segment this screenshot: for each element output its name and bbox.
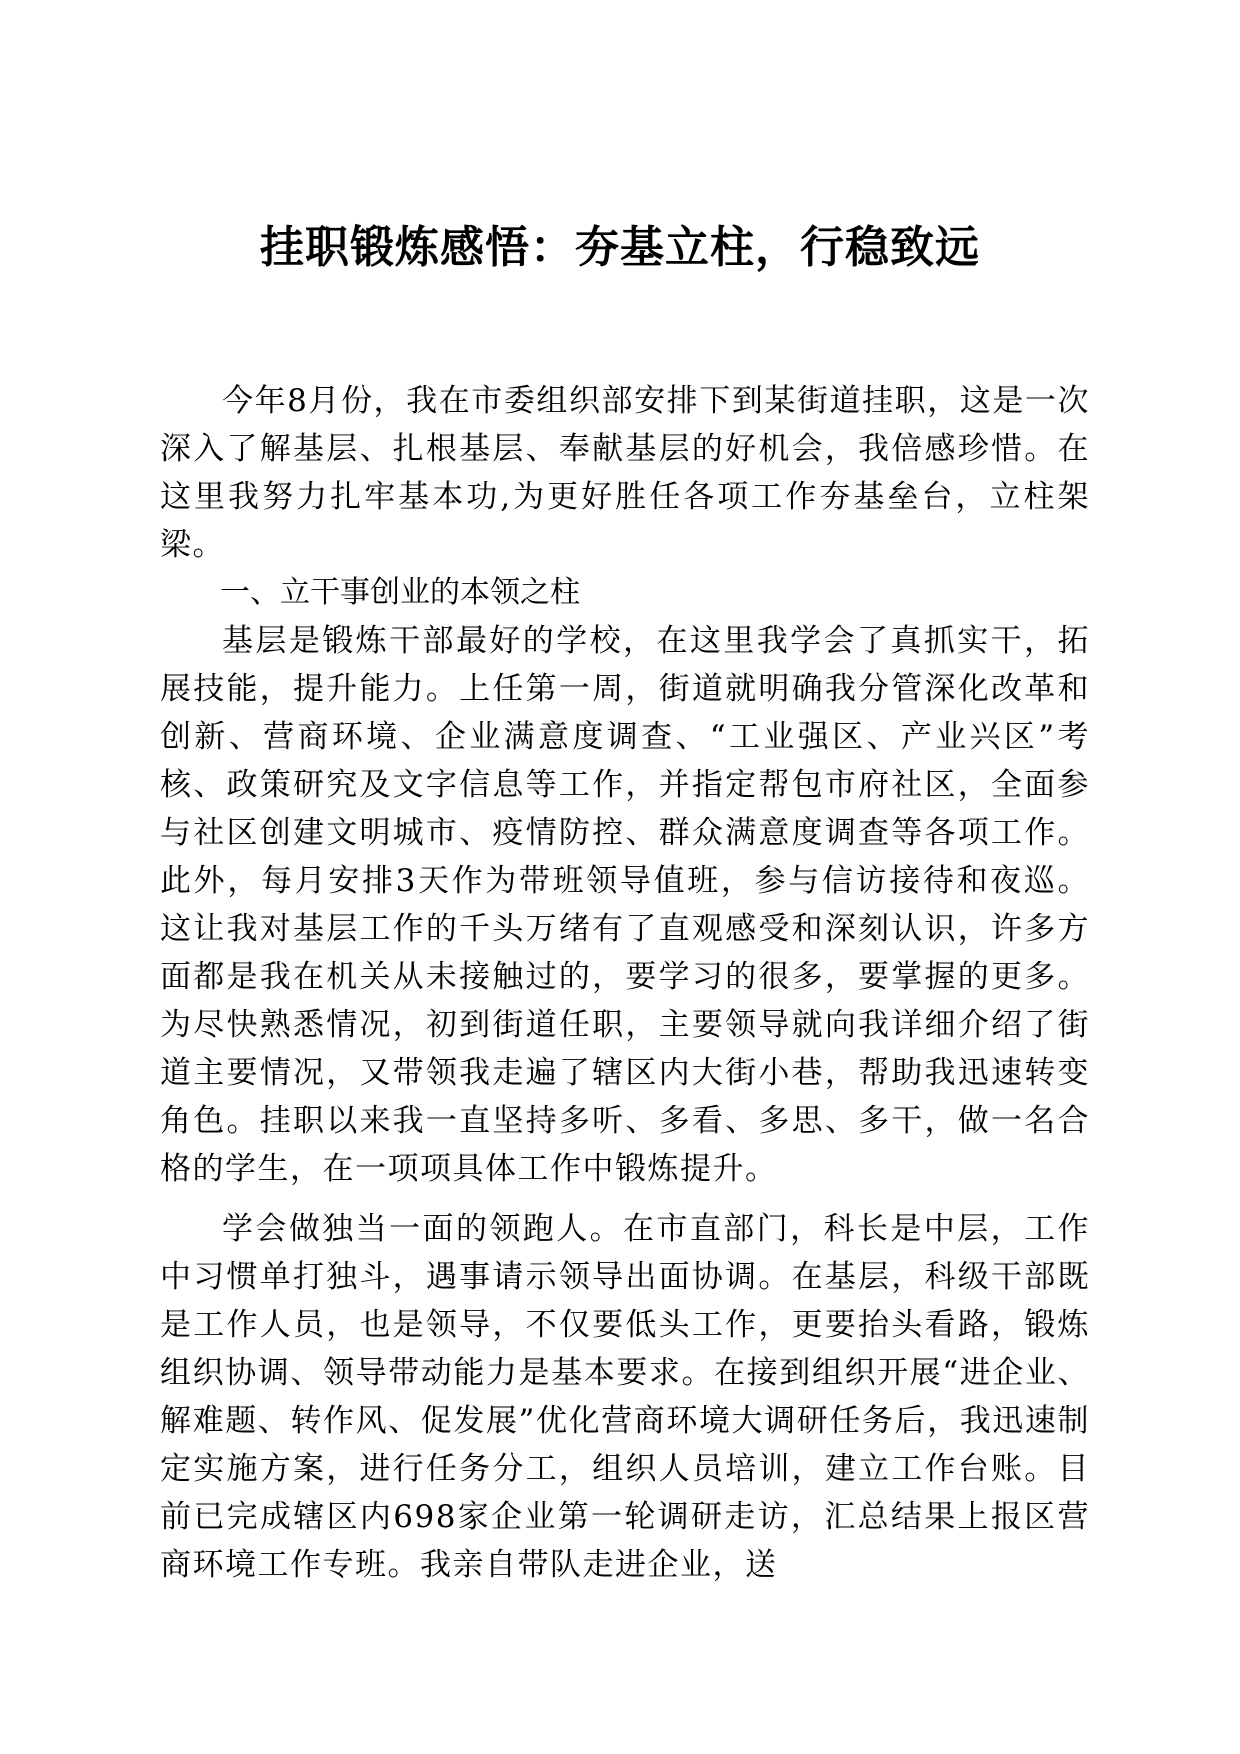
body-paragraph: 基层是锻炼干部最好的学校，在这里我学会了真抓实干，拓展技能，提升能力。上任第一周，街道就明确我分管深化改革和创新、营商环境、企业满意度调查、“工业强区、产业兴区”考核、政策研究及文字信息等工作，并指定帮包市府社区，全面参与社区创建文明城市、疫情防控、群众满意度调查等各项工作。此外，每月安排3天作为带班领导值班，参与信访接待和夜巡。这让我对基层工作的千头万绪有了直观感受和深刻认识，许多方面都是我在机关从未接触过的，要学习的很多，要掌握的更多。为尽快熟悉情况，初到街道任职，主要领导就向我详细介绍了街道主要情况，又带领我走遍了辖区内大街小巷，帮助我迅速转变角色。挂职以来我一直坚持多听、多看、多思、多干，做一名合格的学生，在一项项具体工作中锻炼提升。 — [160, 623, 1090, 1187]
document-body — [160, 377, 1090, 1589]
body-paragraph: 学会做独当一面的领跑人。在市直部门，科长是中层，工作中习惯单打独斗，遇事请示领导出面协调。在基层，科级干部既是工作人员，也是领导，不仅要低头工作，更要抬头看路，锻炼组织协调、领导带动能力是基本要求。在接到组织开展“进企业、解难题、转作风、促发展”优化营商环境大调研任务后，我迅速制定实施方案，进行任务分工，组织人员培训，建立工作台账。目前已完成辖区内698家企业第一轮调研走访，汇总结果上报区营商环境工作专班。我亲自带队走进企业，送 — [160, 1211, 1090, 1583]
section-heading: 一、立干事创业的本领之柱 — [220, 575, 580, 610]
intro-paragraph: 今年8月份，我在市委组织部安排下到某街道挂职，这是一次深入了解基层、扎根基层、奉献基层的好机会，我倍感珍惜。在这里我努力扎牢基本功,为更好胜任各项工作夯基垒台，立柱架梁。 — [160, 383, 1090, 563]
document-title: 挂职锻炼感悟：夯基立柱，行稳致远 — [260, 222, 980, 273]
